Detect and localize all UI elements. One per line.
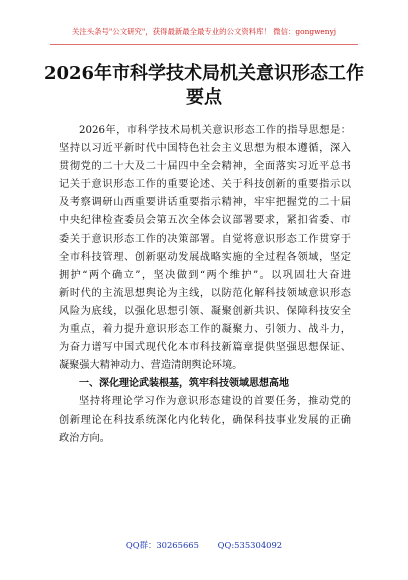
- document-body: [59, 122, 351, 448]
- section-line: 政治方向。: [59, 432, 110, 444]
- title-line-1: 2026年市科学技术局机关意识形态工作: [43, 63, 365, 84]
- document-title: [24, 62, 384, 110]
- contact-footer: [0, 540, 408, 550]
- body-line: 2026年，市科学技术局机关意识形态工作的指导思想是：: [79, 125, 351, 136]
- body-line: 及考察调研山西重要讲话重要指示精神，牢牢把握党的二十届: [59, 197, 351, 209]
- section-line: 坚持将理论学习作为意识形态建设的首要任务，推动党的: [79, 396, 351, 408]
- body-line: 委关于意识形态工作的决策部署。自觉将意识形态工作贯穿于: [59, 233, 351, 245]
- promo-banner: 关注头条号"公文研究"，获得最新最全最专业的公文资料库！ 微信：gongwenyj: [71, 27, 337, 36]
- section-heading: 一、深化理论武装根基，筑牢科技领域思想高地: [79, 378, 289, 390]
- section-line: 创新理论在科技系统深化内化转化，确保科技事业发展的正确: [59, 414, 351, 426]
- body-line: 记关于意识形态工作的重要论述、关于科技创新的重要指示以: [59, 179, 351, 191]
- body-line: 拥护“两个确立”，坚决做到“两个维护”。以巩固壮大奋进: [59, 269, 351, 281]
- body-line: 新时代的主流思想舆论为主线，以防范化解科技领域意识形态: [59, 287, 351, 299]
- body-line: 为奋力谱写中国式现代化本市科技新篇章提供坚强思想保证、: [59, 342, 351, 354]
- qq-contact-number: QQ:535304092: [217, 540, 283, 550]
- banner-divider: [50, 44, 358, 45]
- body-line: 全市科技管理、创新驱动发展战略实施的全过程各领域，坚定: [59, 251, 351, 263]
- body-line: 为重点，着力提升意识形态工作的凝聚力、引领力、战斗力，: [59, 324, 351, 336]
- body-line: 中央纪律检查委员会第五次全体会议部署要求，紧扣省委、市: [59, 215, 351, 227]
- qq-group-number: QQ群：30265665: [125, 540, 199, 550]
- body-line: 风险为底线，以强化思想引领、凝聚创新共识、保障科技安全: [59, 305, 351, 317]
- body-line: 坚持以习近平新时代中国特色社会主义思想为根本遵循，深入: [59, 143, 351, 155]
- body-line: 凝聚强大精神动力、营造清朗舆论环境。: [59, 360, 243, 372]
- title-line-2: 要点: [186, 87, 222, 108]
- body-line: 贯彻党的二十大及二十届四中全会精神，全面落实习近平总书: [59, 161, 351, 173]
